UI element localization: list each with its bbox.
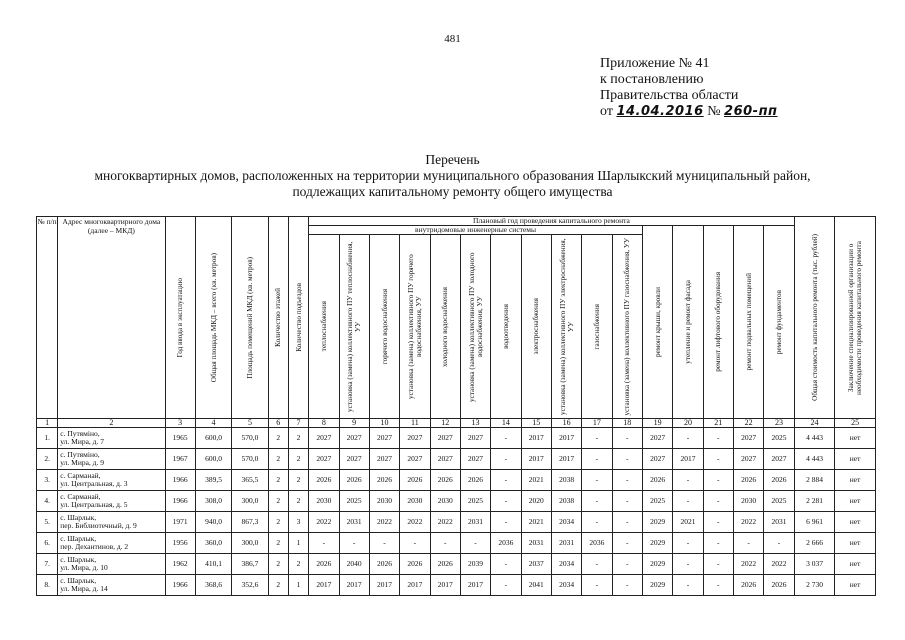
table-cell: нет — [835, 554, 876, 575]
table-cell: 2021 — [521, 470, 551, 491]
column-number-cell: 23 — [764, 419, 794, 428]
header-foundation: ремонт фундаментов — [764, 226, 794, 419]
table-cell: 1 — [288, 533, 308, 554]
table-cell: - — [673, 533, 703, 554]
table-cell: 2022 — [430, 512, 460, 533]
column-number-cell: 24 — [794, 419, 834, 428]
table-cell: 2 — [268, 512, 288, 533]
table-cell: 2030 — [400, 491, 430, 512]
column-number-cell: 19 — [642, 419, 672, 428]
column-number-cell: 20 — [673, 419, 703, 428]
column-number-row-group — [37, 419, 876, 428]
table-cell: - — [673, 491, 703, 512]
table-cell: - — [733, 533, 763, 554]
table-cell: 2017 — [521, 449, 551, 470]
row-number: 1. — [37, 428, 58, 449]
row-address — [58, 575, 165, 596]
header-pu-heat: установка (замена) коллективного ПУ теплоснабжения, УУ — [339, 235, 369, 419]
address-line-1: с. Путяміно, — [60, 450, 100, 459]
table-cell: - — [703, 533, 733, 554]
row-address — [58, 512, 165, 533]
row-address — [58, 533, 165, 554]
row-number: 8. — [37, 575, 58, 596]
header-pu-hot-water: установка (замена) коллективного ПУ горячего водоснабжения, УУ — [400, 235, 430, 419]
table-cell: 3 037 — [794, 554, 834, 575]
column-number-row — [37, 419, 876, 428]
table-cell: 2037 — [521, 554, 551, 575]
address-line-2: ул. Мира, д. 10 — [60, 563, 108, 572]
table-cell: 2017 — [369, 575, 399, 596]
table-cell: 2026 — [764, 470, 794, 491]
table-cell: - — [612, 512, 642, 533]
table-cell: - — [673, 428, 703, 449]
table-cell: нет — [835, 470, 876, 491]
table-cell: 2027 — [369, 449, 399, 470]
title-line-3: подлежащих капитальному ремонту общего имущества — [292, 184, 613, 199]
table-cell: - — [703, 449, 733, 470]
address-line-2: пер. Библиотечный, д. 9 — [60, 521, 137, 530]
header-roof: ремонт крыши, кровли — [642, 226, 672, 419]
table-cell: - — [400, 533, 430, 554]
header-floors: Количество этажей — [268, 217, 288, 419]
table-cell: 2017 — [400, 575, 430, 596]
table-row — [37, 449, 876, 470]
table-cell: 2030 — [733, 491, 763, 512]
table-cell: 360,0 — [195, 533, 231, 554]
table-cell: - — [491, 554, 521, 575]
table-cell: 2021 — [521, 512, 551, 533]
column-number-cell: 8 — [309, 419, 339, 428]
table-cell: - — [582, 449, 612, 470]
table-cell: - — [582, 512, 612, 533]
appendix-date-line — [600, 104, 778, 120]
table-cell: 410,1 — [195, 554, 231, 575]
table-cell: - — [764, 533, 794, 554]
table-cell: 4 443 — [794, 428, 834, 449]
address-line-1: с. Шарлык, — [60, 555, 97, 564]
table-cell: 2029 — [642, 575, 672, 596]
table-cell: 2 884 — [794, 470, 834, 491]
table-cell: - — [369, 533, 399, 554]
column-number-cell: 10 — [369, 419, 399, 428]
table-cell: 3 — [288, 512, 308, 533]
header-hot-water: горячего водоснабжения — [369, 235, 399, 419]
table-row — [37, 554, 876, 575]
table-cell: 2 730 — [794, 575, 834, 596]
table-cell: 2 — [288, 428, 308, 449]
table-cell: нет — [835, 533, 876, 554]
table-cell: 1966 — [165, 491, 195, 512]
table-cell: - — [582, 491, 612, 512]
table-cell: 2027 — [309, 449, 339, 470]
table-cell: 2026 — [733, 575, 763, 596]
table-cell: нет — [835, 575, 876, 596]
table-cell: 2031 — [339, 512, 369, 533]
row-address — [58, 449, 165, 470]
header-pu-gas: установка (замена) коллективного ПУ газоснабжения, УУ — [612, 235, 642, 419]
table-cell: 1956 — [165, 533, 195, 554]
table-cell: 2040 — [339, 554, 369, 575]
table-cell: 2031 — [521, 533, 551, 554]
table-cell: - — [612, 491, 642, 512]
table-cell: - — [491, 491, 521, 512]
table-cell: 2 — [268, 449, 288, 470]
table-cell: 386,7 — [232, 554, 268, 575]
table-cell: 2027 — [733, 428, 763, 449]
table-cell: 2027 — [642, 449, 672, 470]
table-cell: - — [460, 533, 490, 554]
table-cell: 2026 — [642, 470, 672, 491]
table-cell: - — [703, 575, 733, 596]
table-cell: - — [430, 533, 460, 554]
table-cell: 2041 — [521, 575, 551, 596]
row-number: 6. — [37, 533, 58, 554]
column-number-cell: 15 — [521, 419, 551, 428]
column-number-cell: 21 — [703, 419, 733, 428]
table-cell: 2026 — [309, 554, 339, 575]
title-line-2: многоквартирных домов, расположенных на территории муниципального образования Шарлыкский муниципальный район, — [94, 168, 811, 183]
table-cell: 2034 — [551, 512, 581, 533]
table-cell: 2022 — [369, 512, 399, 533]
table-cell: 2027 — [430, 428, 460, 449]
table-cell: 1971 — [165, 512, 195, 533]
table-cell: 2029 — [642, 512, 672, 533]
appendix-line-1: Приложение № 41 — [600, 56, 710, 71]
table-cell: 6 961 — [794, 512, 834, 533]
table-cell: 2 — [268, 575, 288, 596]
table-cell: 365,5 — [232, 470, 268, 491]
table-cell: - — [582, 428, 612, 449]
table-cell: 2029 — [642, 554, 672, 575]
table-cell: 2029 — [642, 533, 672, 554]
table-cell: 2030 — [309, 491, 339, 512]
header-heating: теплоснабжения — [309, 235, 339, 419]
table-cell: 2 — [288, 554, 308, 575]
table-cell: - — [491, 512, 521, 533]
table-cell: нет — [835, 449, 876, 470]
table-cell: 2022 — [400, 512, 430, 533]
table-cell: - — [582, 470, 612, 491]
table-cell: - — [703, 491, 733, 512]
column-number-cell: 2 — [58, 419, 165, 428]
table-cell: 940,0 — [195, 512, 231, 533]
table-cell: - — [582, 554, 612, 575]
column-number-cell: 7 — [288, 419, 308, 428]
table-cell: - — [612, 575, 642, 596]
appendix-block — [600, 56, 778, 120]
table-cell: 2027 — [733, 449, 763, 470]
appendix-line-3: Правительства области — [600, 88, 739, 103]
column-number-cell: 25 — [835, 419, 876, 428]
table-cell: 2030 — [430, 491, 460, 512]
table-cell: 2022 — [309, 512, 339, 533]
table-cell: 2027 — [400, 428, 430, 449]
table-cell: 2026 — [430, 470, 460, 491]
table-row — [37, 428, 876, 449]
column-number-cell: 5 — [232, 419, 268, 428]
appendix-line-2: к постановлению — [600, 72, 704, 87]
table-cell: 600,0 — [195, 449, 231, 470]
table-cell: нет — [835, 491, 876, 512]
document-title — [0, 152, 905, 200]
table-cell: 2 — [288, 449, 308, 470]
table-cell: 2022 — [764, 554, 794, 575]
table-cell: 300,0 — [232, 533, 268, 554]
column-number-cell: 12 — [430, 419, 460, 428]
table-row — [37, 491, 876, 512]
table-cell: 2039 — [460, 554, 490, 575]
table-cell: 2031 — [764, 512, 794, 533]
table-cell: 4 443 — [794, 449, 834, 470]
table-cell: - — [491, 575, 521, 596]
table-cell: 2017 — [521, 428, 551, 449]
address-line-2: ул. Мира, д. 9 — [60, 458, 104, 467]
row-number: 5. — [37, 512, 58, 533]
column-number-cell: 6 — [268, 419, 288, 428]
table-cell: - — [703, 512, 733, 533]
table-cell: 2022 — [733, 512, 763, 533]
table-cell: 2025 — [642, 491, 672, 512]
table-cell: 2026 — [369, 554, 399, 575]
table-cell: - — [491, 470, 521, 491]
number-prefix: № — [707, 104, 721, 119]
table-cell: 1 — [288, 575, 308, 596]
table-cell: 2031 — [460, 512, 490, 533]
column-number-cell: 3 — [165, 419, 195, 428]
table-cell: 2031 — [551, 533, 581, 554]
table-cell: 1962 — [165, 554, 195, 575]
table-cell: 2027 — [309, 428, 339, 449]
table-cell: 2026 — [764, 575, 794, 596]
header-conclusion: Заключение специализированной организации о необходимости проведения капитального ремонта — [835, 217, 876, 419]
address-line-2: ул. Мира, д. 14 — [60, 584, 108, 593]
table-cell: 2026 — [733, 470, 763, 491]
table-cell: - — [582, 575, 612, 596]
table-cell: 2036 — [491, 533, 521, 554]
table-cell: 2017 — [551, 428, 581, 449]
header-cost: Общая стоимость капитального ремонта (тыс. рублей) — [794, 217, 834, 419]
table-cell: 2026 — [309, 470, 339, 491]
table-cell: 2027 — [400, 449, 430, 470]
table-cell: 2 666 — [794, 533, 834, 554]
table-cell: 2022 — [733, 554, 763, 575]
address-line-1: с. Шарлык, — [60, 534, 97, 543]
table-cell: 2 281 — [794, 491, 834, 512]
row-address — [58, 428, 165, 449]
table-cell: 2017 — [460, 575, 490, 596]
page-number: 481 — [444, 33, 461, 45]
address-line-2: ул. Мира, д. 7 — [60, 437, 104, 446]
table-cell: 2027 — [460, 428, 490, 449]
table-cell: 600,0 — [195, 428, 231, 449]
table-cell: нет — [835, 512, 876, 533]
header-basement: ремонт подвальных помещений — [733, 226, 763, 419]
repair-table — [36, 216, 876, 596]
table-cell: 2 — [288, 470, 308, 491]
table-cell: - — [703, 554, 733, 575]
table-cell: 2027 — [642, 428, 672, 449]
header-facade: утепление и ремонт фасада — [673, 226, 703, 419]
table-cell: 2 — [268, 491, 288, 512]
column-number-cell: 11 — [400, 419, 430, 428]
address-line-1: с. Шарлык, — [60, 576, 97, 585]
table-cell: 2017 — [430, 575, 460, 596]
table-cell: 2027 — [460, 449, 490, 470]
table-cell: - — [612, 449, 642, 470]
table-cell: 570,0 — [232, 428, 268, 449]
table-cell: 2017 — [339, 575, 369, 596]
column-number-cell: 9 — [339, 419, 369, 428]
table-cell: 2027 — [430, 449, 460, 470]
table-cell: 2036 — [582, 533, 612, 554]
address-line-2: ул. Центральная, д. 3 — [60, 479, 128, 488]
address-line-1: с. Шарлык, — [60, 513, 97, 522]
address-line-2: ул. Центральная, д. 5 — [60, 500, 128, 509]
column-number-cell: 1 — [37, 419, 58, 428]
table-cell: 2025 — [460, 491, 490, 512]
header-gas: газоснабжения — [582, 235, 612, 419]
header-address: Адрес многоквартирного дома (далее – МКД) — [58, 217, 165, 419]
column-number-cell: 14 — [491, 419, 521, 428]
date-prefix: от — [600, 104, 613, 119]
address-line-1: с. Путяміно, — [60, 429, 100, 438]
table-cell: 2027 — [339, 449, 369, 470]
table-cell: 2038 — [551, 491, 581, 512]
table-cell: 1967 — [165, 449, 195, 470]
table-cell: - — [612, 428, 642, 449]
date-value: 14.04.2016 — [616, 104, 704, 119]
table-cell: 2017 — [309, 575, 339, 596]
row-number: 2. — [37, 449, 58, 470]
table-cell: 2026 — [400, 470, 430, 491]
table-cell: 1966 — [165, 575, 195, 596]
column-number-cell: 22 — [733, 419, 763, 428]
table-cell: 2 — [268, 470, 288, 491]
address-line-1: с. Сарманай, — [60, 492, 101, 501]
header-internal-systems: внутридомовые инженерные системы — [309, 226, 643, 235]
table-cell: 1966 — [165, 470, 195, 491]
column-number-cell: 18 — [612, 419, 642, 428]
table-cell: 2034 — [551, 554, 581, 575]
column-number-cell: 17 — [582, 419, 612, 428]
table-cell: - — [612, 533, 642, 554]
table-cell: 300,0 — [232, 491, 268, 512]
row-number: 7. — [37, 554, 58, 575]
row-address — [58, 491, 165, 512]
table-cell: 2027 — [764, 449, 794, 470]
table-cell: 2030 — [369, 491, 399, 512]
title-line-1: Перечень — [425, 152, 480, 167]
table-cell: - — [673, 470, 703, 491]
table-cell: 2026 — [339, 470, 369, 491]
header-cold-water: холодного водоснабжения — [430, 235, 460, 419]
table-cell: - — [703, 428, 733, 449]
table-cell: 389,5 — [195, 470, 231, 491]
table-cell: 2025 — [764, 491, 794, 512]
table-cell: 2025 — [764, 428, 794, 449]
row-number: 3. — [37, 470, 58, 491]
table-cell: 2 — [268, 533, 288, 554]
table-cell: - — [612, 470, 642, 491]
table-cell: нет — [835, 428, 876, 449]
address-line-1: с. Сарманай, — [60, 471, 101, 480]
table-cell: 2034 — [551, 575, 581, 596]
table-cell: 2027 — [339, 428, 369, 449]
address-line-2: пер. Дехантинов, д. 2 — [60, 542, 129, 551]
header-planned-year: Плановый год проведения капитального ремонта — [309, 217, 795, 226]
table-cell: 2027 — [369, 428, 399, 449]
header-total-area: Общая площадь МКД – всего (кв. метров) — [195, 217, 231, 419]
table-cell: 2026 — [460, 470, 490, 491]
header-year-commission: Год ввода в эксплуатацию — [165, 217, 195, 419]
table-cell: - — [309, 533, 339, 554]
table-row — [37, 470, 876, 491]
header-electricity: электроснабжения — [521, 235, 551, 419]
table-cell: 2025 — [339, 491, 369, 512]
column-number-cell: 16 — [551, 419, 581, 428]
table-cell: 2 — [268, 554, 288, 575]
table-cell: 2017 — [551, 449, 581, 470]
table-cell: - — [491, 449, 521, 470]
header-premises-area: Площадь помещений МКД (кв. метров) — [232, 217, 268, 419]
table-cell: - — [673, 554, 703, 575]
table-cell: 2020 — [521, 491, 551, 512]
table-cell: 352,6 — [232, 575, 268, 596]
table-cell: 368,6 — [195, 575, 231, 596]
table-cell: 2 — [288, 491, 308, 512]
table-row — [37, 575, 876, 596]
table-cell: 308,0 — [195, 491, 231, 512]
table-cell: 2021 — [673, 512, 703, 533]
table-cell: 2026 — [369, 470, 399, 491]
table-cell: 2026 — [430, 554, 460, 575]
table-cell: 1965 — [165, 428, 195, 449]
table-cell: 2 — [268, 428, 288, 449]
row-address — [58, 554, 165, 575]
table-cell: - — [703, 470, 733, 491]
number-value: 260-пп — [724, 104, 778, 119]
table-cell: - — [673, 575, 703, 596]
header-entrances: Количество подъездов — [288, 217, 308, 419]
table-cell: - — [339, 533, 369, 554]
header-elevator: ремонт лифтового оборудования — [703, 226, 733, 419]
table-cell: 570,0 — [232, 449, 268, 470]
table-body — [37, 428, 876, 596]
row-number: 4. — [37, 491, 58, 512]
column-number-cell: 13 — [460, 419, 490, 428]
column-number-cell: 4 — [195, 419, 231, 428]
header-pu-electricity: установка (замена) коллективного ПУ электроснабжения, УУ — [551, 235, 581, 419]
table-cell: - — [491, 428, 521, 449]
table-row — [37, 533, 876, 554]
header-sewerage: водоотведения — [491, 235, 521, 419]
table-cell: 867,3 — [232, 512, 268, 533]
header-num: № п/п — [37, 217, 58, 419]
table-cell: - — [612, 554, 642, 575]
header-pu-cold-water: установка (замена) коллективного ПУ холодного водоснабжения, УУ — [460, 235, 490, 419]
table-cell: 2017 — [673, 449, 703, 470]
table-cell: 2038 — [551, 470, 581, 491]
row-address — [58, 470, 165, 491]
table-cell: 2026 — [400, 554, 430, 575]
table-row — [37, 512, 876, 533]
